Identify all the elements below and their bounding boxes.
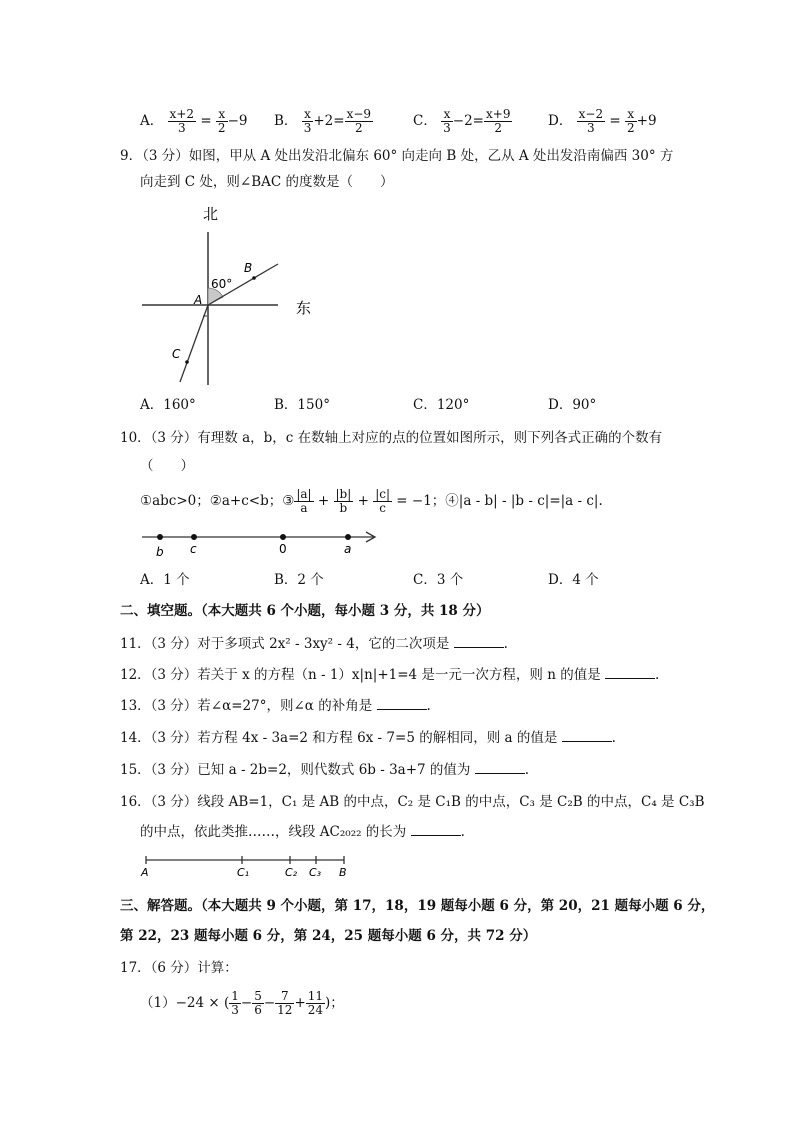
q12-answer-blank: [605, 666, 655, 679]
q8-option-b: B． $\frac{x}{3}$ +2= $\frac{x-9}{2}$: [274, 107, 372, 135]
q9-ray-ac: [180, 305, 208, 382]
q10-point-b: [157, 534, 163, 540]
q9-option-c: C．120°: [413, 397, 470, 413]
q9-label-a: A: [194, 293, 203, 307]
q11: 11．（3 分）对于多项式 2x² - 3xy² - 4，它的二次项是 .: [120, 636, 508, 652]
q13: 13．（3 分）若∠α=27°，则∠α 的补角是 .: [120, 698, 431, 714]
q10-point-a: [345, 534, 351, 540]
q10-option-c: C．3 个: [413, 572, 464, 588]
q9-text-line2: 向走到 C 处，则∠BAC 的度数是（ ）: [140, 174, 394, 190]
q16-text-line1: 16．（3 分）线段 AB=1，C₁ 是 AB 的中点，C₂ 是 C₁B 的中点，C₃ 是 C₂B 的中点，C₄ 是 C₃B: [120, 794, 705, 810]
q16-label-c1: C₁: [237, 866, 250, 879]
q10-label-c: c: [190, 542, 197, 556]
q10-label-a: a: [344, 542, 352, 556]
q9-option-d: D．90°: [548, 397, 597, 413]
q16-label-b: B: [339, 866, 347, 879]
q10-number-line: [138, 528, 383, 560]
q9-text-line1: 9．（3 分）如图，甲从 A 处出发沿北偏东 60° 向走向 B 处，乙从 A 处出发沿南偏西 30° 方: [120, 148, 674, 164]
q17-part1: （1）−24 × ( $\frac{1}{3}$ − $\frac{5}{6}$ − $\frac{7}{12}$ + $\frac{11}{24}$ )；: [140, 989, 344, 1017]
q10-point-zero: [280, 534, 286, 540]
q10-option-b: B．2 个: [274, 572, 324, 588]
q10-point-c: [191, 534, 197, 540]
q10-label-zero: 0: [279, 542, 287, 556]
q9-label-b: B: [244, 261, 253, 275]
section-3-heading-line2: 第 22，23 题每小题 6 分，第 24，25 题每小题 6 分，共 72 分）: [120, 928, 537, 944]
q16-label-c3: C₃: [309, 866, 322, 879]
q15: 15．（3 分）已知 a - 2b=2，则代数式 6b - 3a+7 的值为 .: [120, 762, 530, 778]
q8-option-c: C． $\frac{x}{3}$ −2= $\frac{x+9}{2}$: [413, 107, 511, 135]
q9-east-label: 东: [296, 299, 312, 317]
q10-text-line1: 10．（3 分）有理数 a，b，c 在数轴上对应的点的位置如图所示，则下列各式正确的个数有: [120, 430, 663, 446]
section-3-heading-line1: 三、解答题。（本大题共 9 个小题，第 17，18，19 题每小题 6 分，第 20，21 题每小题 6 分，: [120, 898, 715, 914]
q10-option-d: D．4 个: [548, 572, 599, 588]
q16-segment-figure: [138, 852, 353, 880]
q9-point-b: [252, 276, 256, 280]
q12: 12．（3 分）若关于 x 的方程（n - 1）x|n|+1=4 是一元一次方程，则 n 的值是 .: [120, 667, 660, 683]
q9-label-c: C: [172, 347, 181, 361]
section-2-heading: 二、填空题。（本大题共 6 个小题，每小题 3 分，共 18 分）: [120, 603, 490, 619]
q8-option-a: A． $\frac{x+2}{3}$ = $\frac{x}{2}$ −9: [140, 107, 248, 135]
q14-answer-blank: [562, 729, 612, 742]
q9-point-c: [185, 360, 189, 364]
q15-answer-blank: [475, 761, 525, 774]
q10-option-a: A．1 个: [140, 572, 190, 588]
q9-angle-label: 60°: [211, 277, 233, 291]
q10-label-b: b: [156, 545, 164, 559]
q13-answer-blank: [377, 697, 427, 710]
q10-text-line2: （ ）: [140, 458, 194, 474]
q9-north-label: 北: [203, 205, 219, 223]
q16-label-a: A: [141, 866, 149, 879]
q14: 14．（3 分）若方程 4x - 3a=2 和方程 6x - 7=5 的解相同，则 a 的值是 .: [120, 730, 616, 746]
q8-option-d: D． $\frac{x-2}{3}$ = $\frac{x}{2}$ +9: [548, 107, 657, 135]
q9-option-b: B．150°: [274, 397, 330, 413]
q16-text-line2: 的中点，依此类推……，线段 AC₂₀₂₂ 的长为 .: [140, 824, 465, 840]
q9-option-a: A．160°: [140, 397, 196, 413]
q9-figure: [130, 200, 330, 390]
q16-answer-blank: [411, 823, 461, 836]
q17-title: 17．（6 分）计算：: [120, 960, 238, 976]
q16-label-c2: C₂: [285, 866, 298, 879]
q11-answer-blank: [454, 635, 504, 648]
q10-statements: ①abc>0；②a+c<b；③ $\frac{|a|}{a}$ + $\frac{|b|}{b}$ + $\frac{|c|}{c}$ = −1；④|a - b| - |b - c|=|a - c|.: [140, 487, 603, 515]
